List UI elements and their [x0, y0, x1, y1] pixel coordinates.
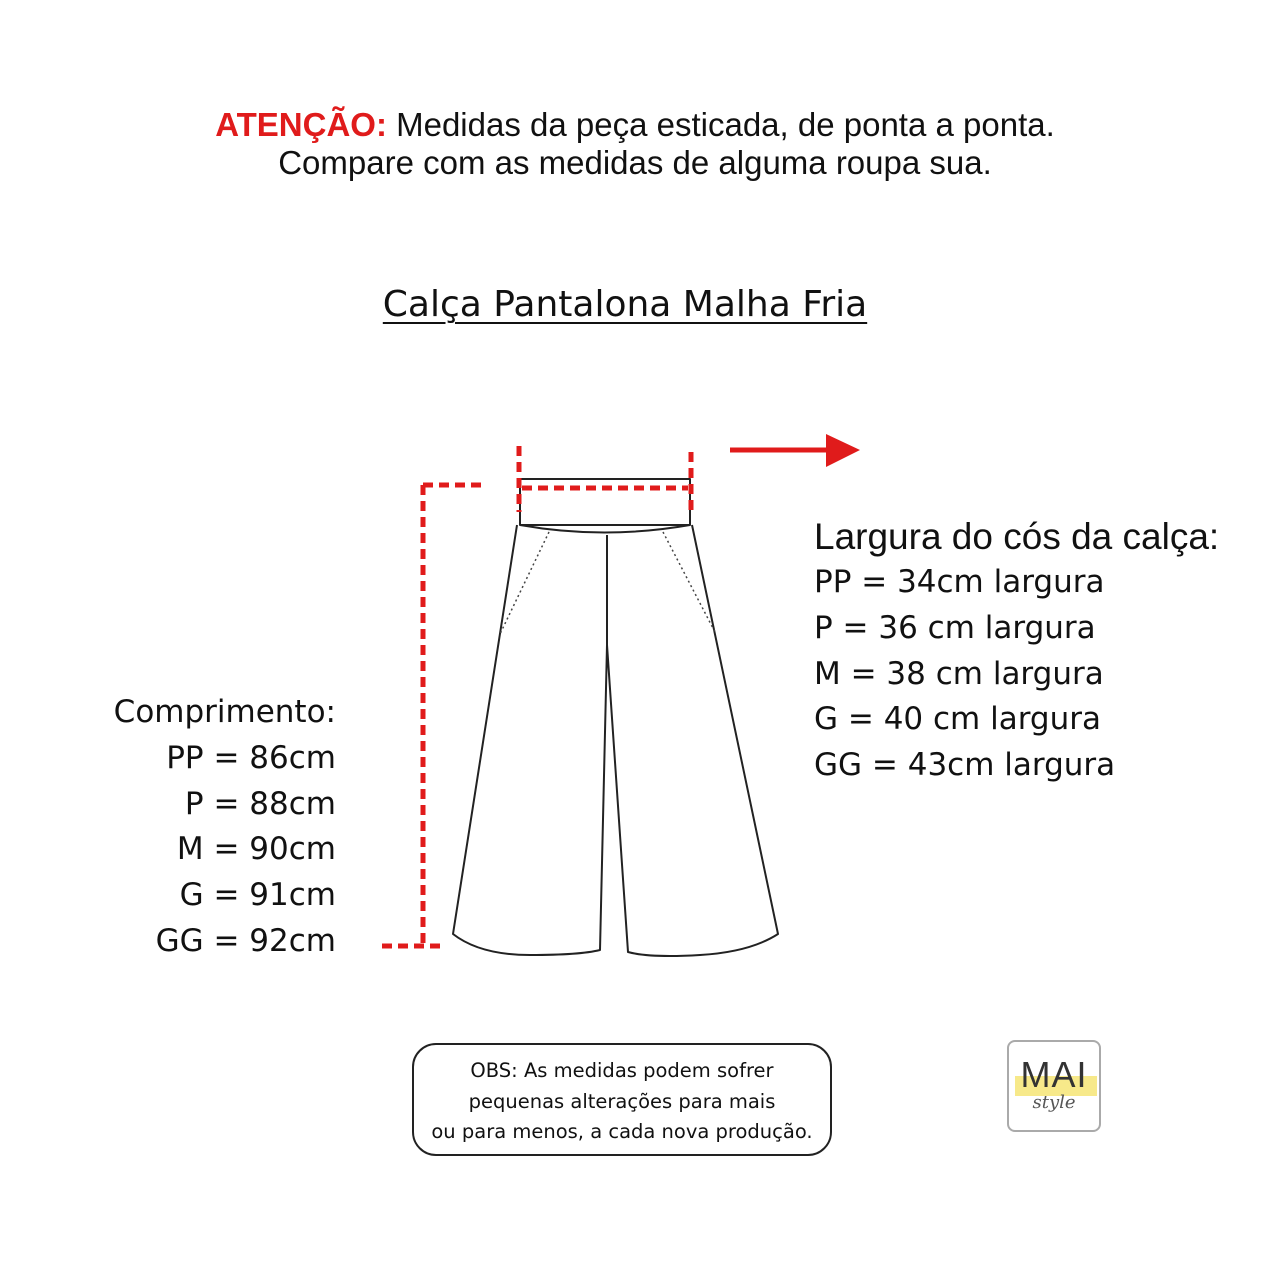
- width-item: P = 36 cm largura: [814, 609, 1096, 646]
- right-leg: [607, 525, 778, 956]
- product-title-text: Calça Pantalona Malha Fria: [382, 284, 868, 325]
- notice-text-1: Medidas da peça esticada, de ponta a ponta.: [386, 106, 1055, 143]
- length-item: PP = 86cm: [166, 739, 336, 776]
- logo-brand: MAI: [1020, 1054, 1088, 1095]
- logo-sub: style: [1032, 1092, 1076, 1113]
- obs-note: [412, 1043, 832, 1156]
- width-item: G = 40 cm largura: [814, 701, 1101, 738]
- brand-logo: [1007, 1040, 1101, 1132]
- width-item: GG = 43cm largura: [814, 747, 1116, 784]
- width-arrow: [730, 434, 860, 467]
- length-table: [114, 690, 336, 965]
- width-table: [814, 560, 1115, 789]
- left-leg: [453, 525, 607, 955]
- pants-outline: [453, 479, 778, 956]
- notice-line-2: Compare com as medidas de alguma roupa sua.: [278, 144, 992, 181]
- waistband-lower-edge: [520, 525, 690, 533]
- right-pocket-stitch: [663, 532, 716, 634]
- obs-line: OBS: As medidas podem sofrer: [470, 1059, 774, 1082]
- width-heading: Largura do cós da calça:: [814, 516, 1220, 557]
- length-item: GG = 92cm: [155, 922, 336, 959]
- length-item: M = 90cm: [176, 831, 336, 868]
- obs-line: pequenas alterações para mais: [468, 1089, 776, 1113]
- length-heading: Comprimento:: [113, 694, 336, 730]
- length-item: G = 91cm: [179, 877, 336, 914]
- obs-line: ou para menos, a cada nova produção.: [431, 1120, 813, 1143]
- length-item: P = 88cm: [184, 785, 336, 822]
- arrow-head-icon: [826, 434, 860, 467]
- width-item: PP = 34cm largura: [814, 564, 1105, 600]
- notice-lead: ATENÇÃO:: [215, 106, 387, 143]
- width-item: M = 38 cm largura: [814, 655, 1104, 692]
